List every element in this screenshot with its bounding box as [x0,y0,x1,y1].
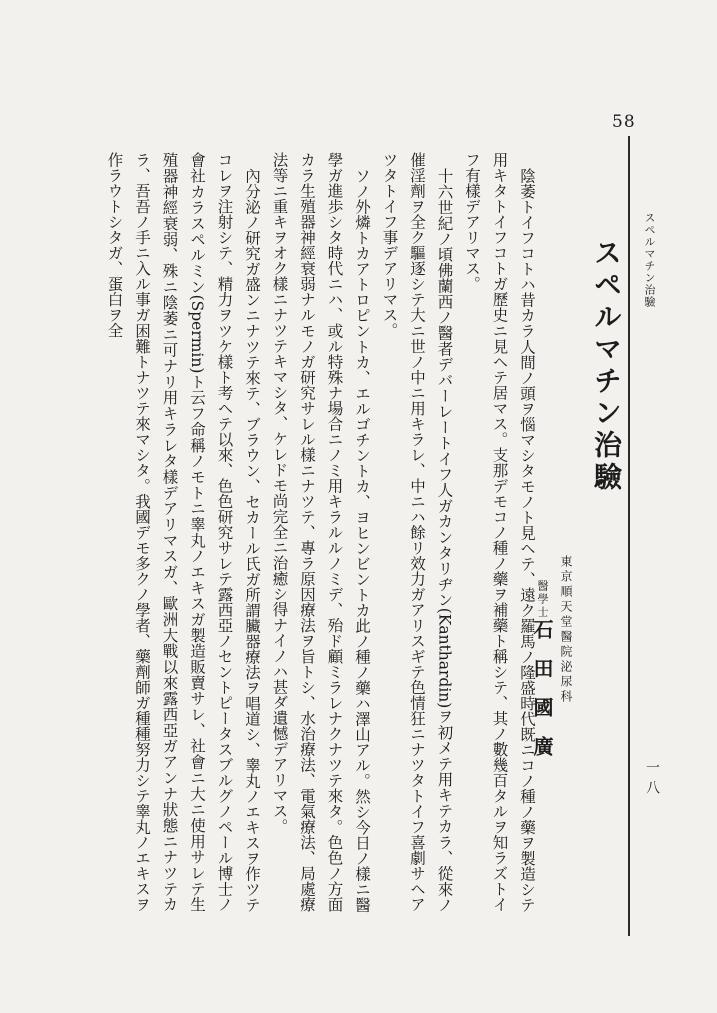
page-number: 58 [612,112,636,132]
paragraph-4: 內分泌ノ研究ガ盛ンニナツテ來テ、ブラウン、セカール氏ガ所謂臟器療法ヲ唱道シ、睾丸ノエキスヲ作ツテコレヲ注射シテ、精力ヲツケ樣ト考ヘテ以來、色色研究サレテ露西亞ノセントピータスブルグノペール博士ノ會社カラスペルミン(Spermin)ト云フ命稱ノモトニ睾丸ノエキスガ製造販賣サレ、社會ニ大ニ使用サレテ生殖器神經衰弱、殊ニ陰萎ニ可ナリ用キラレタ樣デアリマスガ、歐洲大戰以來露西亞ガアンナ狀態ニナツテカラ、吾吾ノ手ニ入ル事ガ困難トナツテ來マシタ。我國デモ多クノ學者、藥劑師ガ種種努力シテ睾丸ノエキスヲ作ラウトシタガ、蛋白ヲ全 [105,152,261,912]
author-degree: 醫學士 [536,580,549,619]
paragraph-2: 十六世紀ノ頃佛蘭西ノ醫者デバーレートイフ人ガカンタリヂン(Kanthardin)ヲ初メテ用キテカラ、從來ノ催淫劑ヲ全ク驅逐シテ大ニ世ノ中ニ用キラレ、中ニハ餘リ效力ガアリスギテ色情狂ニナツタトイフ喜劇サヘアツタトイフ事デアリマス。 [380,152,454,912]
author-affiliation: 東京順天堂醫院泌尿科 [559,555,573,705]
article-body [105,152,540,912]
margin-rule [628,136,630,936]
paragraph-1: 陰萎トイフコトハ昔カラ人間ノ頭ヲ惱マシタモノト見ヘテ、遠ク羅馬ノ隆盛時代既ニコノ種ノ藥ヲ製造シテ用キタトイフコトガ歷史ニ見ヘテ居マス。支那デモコノ種ノ藥ヲ補藥ト稱シテ、其ノ數幾百タルヲ知ラズトイフ有樣デアリマス。 [463,152,536,912]
author-name: 石 田 國 廣 [530,619,554,762]
article-title: スペルマチン治驗 [590,238,623,494]
running-head: スペルマチン治驗 [643,212,656,308]
paragraph-3: ソノ外燐トカアトロピントカ、エルゴチントカ、ヨヒンビントカ此ノ種ノ藥ハ澤山アル。然シ今日ノ樣ニ醫學ガ進歩シタ時代ニハ、或ル特殊ナ場合ニノミ用キラルルノミデ、殆ド顧ミラレナクナツテ來タ。色色ノ方面カラ生殖器神經衰弱ナルモノガ研究サレル樣ニナツテ、專ラ原因療法ヲ旨トシ、水治療法、電氣療法、局處療法等ニ重キヲオク樣ニナツテキマシタ、ケレドモ尚完全ニ治癒シ得ナイノハ甚ダ遺憾デアリマス。 [270,152,371,912]
folio-kanji: 一八 [644,760,660,800]
